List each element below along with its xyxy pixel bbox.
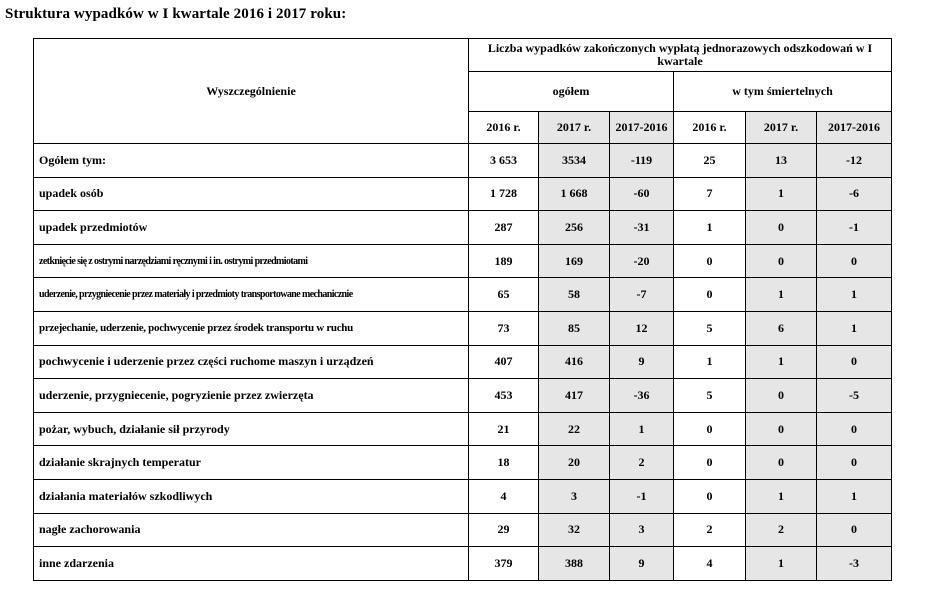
col-header: 2017-2016 <box>817 112 892 144</box>
table-row <box>34 211 892 245</box>
table-cell: 6 <box>746 311 817 345</box>
table-row <box>34 311 892 345</box>
table-cell: 3 <box>539 479 610 513</box>
table-row <box>34 278 892 312</box>
table-row <box>34 345 892 379</box>
table-cell: 1 <box>746 479 817 513</box>
table-cell: 85 <box>539 311 610 345</box>
table-row <box>34 379 892 413</box>
table-row <box>34 446 892 480</box>
table-cell: 13 <box>746 144 817 178</box>
table-cell: 1 <box>817 311 892 345</box>
table-cell: 453 <box>469 379 539 413</box>
row-label: nagłe zachorowania <box>34 513 469 547</box>
table-cell: 1 668 <box>539 177 610 211</box>
table-cell: 407 <box>469 345 539 379</box>
table-body <box>34 144 892 581</box>
row-label-header: Wyszczególnienie <box>34 39 469 144</box>
table-cell: 1 <box>746 547 817 581</box>
table-cell: 0 <box>746 244 817 278</box>
table-cell: 65 <box>469 278 539 312</box>
table-cell: -7 <box>610 278 674 312</box>
table-cell: 20 <box>539 446 610 480</box>
table-row <box>34 144 892 178</box>
table-cell: 256 <box>539 211 610 245</box>
table-cell: -12 <box>817 144 892 178</box>
table-cell: 29 <box>469 513 539 547</box>
table-cell: 3 653 <box>469 144 539 178</box>
table-cell: 169 <box>539 244 610 278</box>
table-cell: 416 <box>539 345 610 379</box>
table-cell: 0 <box>817 244 892 278</box>
col-header: 2017 r. <box>746 112 817 144</box>
row-label: pochwycenie i uderzenie przez części ruchome maszyn i urządzeń <box>34 345 469 379</box>
table-cell: -1 <box>610 479 674 513</box>
table-cell: 0 <box>817 446 892 480</box>
row-label: inne zdarzenia <box>34 547 469 581</box>
col-header: 2016 r. <box>469 112 539 144</box>
page-title: Struktura wypadków w I kwartale 2016 i 2017 roku: <box>5 6 347 22</box>
row-label: pożar, wybuch, działanie sił przyrody <box>34 412 469 446</box>
col-header: 2017 r. <box>539 112 610 144</box>
table-cell: -20 <box>610 244 674 278</box>
table-cell: 0 <box>746 379 817 413</box>
table-row <box>34 244 892 278</box>
table-cell: 1 <box>817 479 892 513</box>
table-cell: -3 <box>817 547 892 581</box>
table-cell: 4 <box>469 479 539 513</box>
row-label: upadek przedmiotów <box>34 211 469 245</box>
table-cell: 9 <box>610 547 674 581</box>
table-row <box>34 412 892 446</box>
table-cell: -36 <box>610 379 674 413</box>
table-cell: 3534 <box>539 144 610 178</box>
table-cell: 1 <box>674 345 746 379</box>
total-header: ogółem <box>469 72 674 112</box>
table-cell: 12 <box>610 311 674 345</box>
table-cell: 32 <box>539 513 610 547</box>
table-cell: 417 <box>539 379 610 413</box>
table-cell: 0 <box>674 278 746 312</box>
table-cell: 388 <box>539 547 610 581</box>
table-cell: 0 <box>674 412 746 446</box>
table-cell: 9 <box>610 345 674 379</box>
table-cell: 5 <box>674 311 746 345</box>
table-cell: 7 <box>674 177 746 211</box>
table-cell: 0 <box>746 211 817 245</box>
table-cell: 1 <box>817 278 892 312</box>
table-cell: -60 <box>610 177 674 211</box>
table-cell: -31 <box>610 211 674 245</box>
table-cell: 189 <box>469 244 539 278</box>
table-cell: 3 <box>610 513 674 547</box>
table-cell: 1 <box>746 345 817 379</box>
table-cell: 1 <box>746 177 817 211</box>
table-cell: 0 <box>674 479 746 513</box>
table-cell: 0 <box>817 412 892 446</box>
table-cell: 2 <box>674 513 746 547</box>
row-label: upadek osób <box>34 177 469 211</box>
table-row <box>34 513 892 547</box>
table-cell: 0 <box>746 446 817 480</box>
table-cell: 0 <box>817 345 892 379</box>
table-cell: -6 <box>817 177 892 211</box>
row-label: uderzenie, przygniecenie, pogryzienie przez zwierzęta <box>34 379 469 413</box>
table-cell: 18 <box>469 446 539 480</box>
table-cell: 287 <box>469 211 539 245</box>
table-cell: 0 <box>674 446 746 480</box>
col-header: 2016 r. <box>674 112 746 144</box>
table-cell: 1 <box>610 412 674 446</box>
table-cell: 1 728 <box>469 177 539 211</box>
table-cell: 0 <box>746 412 817 446</box>
table-cell: -5 <box>817 379 892 413</box>
table-cell: 379 <box>469 547 539 581</box>
table-cell: 2 <box>610 446 674 480</box>
col-header: 2017-2016 <box>610 112 674 144</box>
fatal-header: w tym śmiertelnych <box>674 72 892 112</box>
row-label: przejechanie, uderzenie, pochwycenie przez środek transportu w ruchu <box>34 311 469 345</box>
table-cell: 22 <box>539 412 610 446</box>
table-row <box>34 479 892 513</box>
table-cell: 0 <box>674 244 746 278</box>
table-cell: 0 <box>817 513 892 547</box>
row-label: działanie skrajnych temperatur <box>34 446 469 480</box>
table-cell: 1 <box>746 278 817 312</box>
row-label: zetknięcie się z ostrymi narzędziami ręcznymi i in. ostrymi przedmiotami <box>34 244 469 278</box>
table-cell: 5 <box>674 379 746 413</box>
table-cell: 25 <box>674 144 746 178</box>
table-cell: 73 <box>469 311 539 345</box>
table-row <box>34 547 892 581</box>
row-label: działania materiałów szkodliwych <box>34 479 469 513</box>
table-cell: 21 <box>469 412 539 446</box>
accidents-table <box>33 38 892 581</box>
table-cell: 4 <box>674 547 746 581</box>
row-label: uderzenie, przygniecenie przez materiały i przedmioty transportowane mechanicznie <box>34 278 469 312</box>
table-cell: 1 <box>674 211 746 245</box>
table-cell: 2 <box>746 513 817 547</box>
table-cell: 58 <box>539 278 610 312</box>
group-header: Liczba wypadków zakończonych wypłatą jednorazowych odszkodowań w I kwartale <box>469 39 892 72</box>
table-cell: -1 <box>817 211 892 245</box>
row-label: Ogółem tym: <box>34 144 469 178</box>
table-cell: -119 <box>610 144 674 178</box>
table-row <box>34 177 892 211</box>
